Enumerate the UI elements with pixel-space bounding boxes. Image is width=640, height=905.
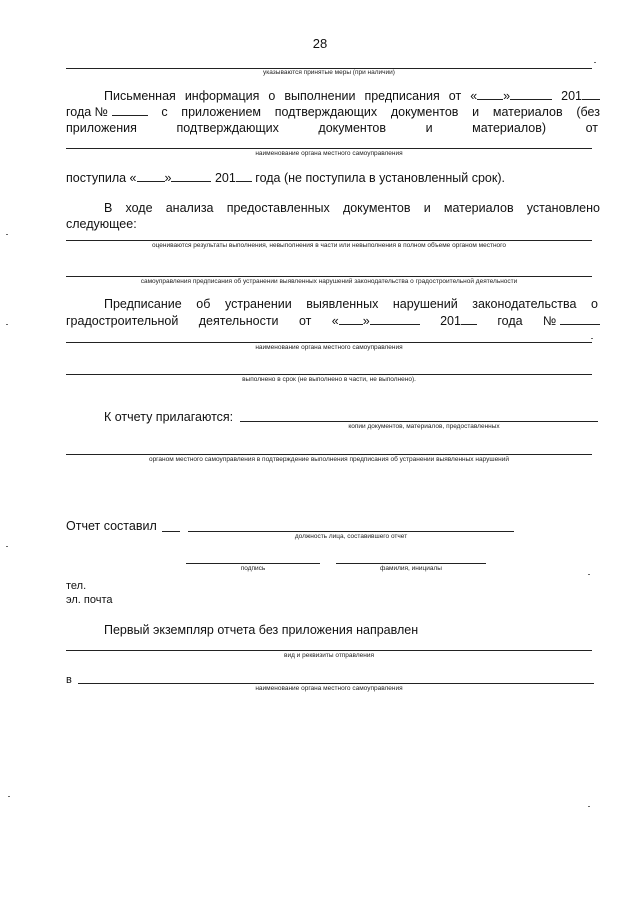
order-number-blank bbox=[560, 313, 600, 325]
year-blank bbox=[582, 88, 600, 100]
sent-method-caption: вид и реквизиты отправления bbox=[284, 652, 374, 659]
scan-speck bbox=[6, 546, 8, 547]
scan-speck bbox=[6, 324, 8, 325]
order-status-line bbox=[66, 374, 592, 375]
scan-speck bbox=[591, 338, 593, 339]
attachments-line-b bbox=[66, 454, 592, 455]
compiled-label: Отчет составил bbox=[66, 519, 157, 533]
analysis-caption-2: самоуправления предписания об устранении выявленных нарушений законодательства о градостроительной деятельности bbox=[140, 278, 518, 285]
received-month-blank bbox=[171, 170, 211, 182]
signature-line bbox=[186, 563, 320, 564]
compiled-short-line bbox=[162, 531, 180, 532]
order-body-caption: наименование органа местного самоуправления bbox=[255, 344, 403, 351]
sent-label: Первый экземпляр отчета без приложения направлен bbox=[104, 623, 419, 637]
order-status-caption: выполнено в срок (не выполнено в части, не выполнено). bbox=[242, 376, 416, 383]
order-line-1: Предписание об устранении выявленных нарушений законодательства о bbox=[104, 297, 598, 311]
sent-in-label: в bbox=[66, 674, 72, 686]
scan-speck bbox=[588, 806, 590, 807]
attachments-line-a bbox=[240, 421, 598, 422]
attachments-caption-1: копии документов, материалов, предоставленных bbox=[348, 423, 500, 430]
signature-caption: подпись bbox=[240, 565, 266, 572]
info-line-2: года № с приложением подтверждающих документов и материалов (без bbox=[66, 105, 600, 119]
day-blank bbox=[477, 88, 503, 100]
order-year-blank bbox=[461, 313, 477, 325]
number-blank bbox=[112, 104, 148, 116]
order-day-blank bbox=[339, 313, 363, 325]
analysis-line-b bbox=[66, 276, 592, 277]
scan-speck bbox=[588, 574, 590, 575]
attachments-caption-2: органом местного самоуправления в подтверждение выполнения предписания об устранении выявленных нарушений bbox=[148, 456, 510, 463]
info-line-1: Письменная информация о выполнении предписания от « » 201 bbox=[104, 88, 600, 104]
received-year-blank bbox=[236, 170, 252, 182]
sent-body-caption: наименование органа местного самоуправления bbox=[255, 685, 403, 692]
scan-speck bbox=[6, 234, 8, 235]
measures-caption: указываются принятые меры (при наличии) bbox=[263, 69, 395, 76]
body-caption-1: наименование органа местного самоуправления bbox=[255, 150, 403, 157]
page-number: 28 bbox=[312, 36, 328, 51]
received-day-blank bbox=[137, 170, 165, 182]
order-body-line bbox=[66, 342, 592, 343]
received-line: поступила « » 201 года (не поступила в установленный срок). bbox=[66, 171, 505, 185]
analysis-caption-1: оцениваются результаты выполнения, невыполнения в части или невыполнения в полном объеме органом местного bbox=[151, 242, 506, 249]
position-line bbox=[188, 531, 514, 532]
body-line-1 bbox=[66, 148, 592, 149]
info-line-3: приложения подтверждающих документов и материалов) от bbox=[66, 121, 598, 135]
order-line-2: градостроительной деятельности от « » 201 года № bbox=[66, 313, 600, 329]
month-blank bbox=[510, 88, 552, 100]
attachments-label: К отчету прилагаются: bbox=[104, 410, 234, 424]
order-month-blank bbox=[370, 313, 420, 325]
tel-label: тел. bbox=[66, 580, 87, 592]
name-caption: фамилия, инициалы bbox=[380, 565, 442, 572]
position-caption: должность лица, составившего отчет bbox=[294, 533, 408, 540]
analysis-line-a bbox=[66, 240, 592, 241]
sent-body-line bbox=[78, 683, 594, 684]
analysis-line-2: следующее: bbox=[66, 217, 137, 231]
email-label: эл. почта bbox=[66, 594, 113, 606]
sent-method-line bbox=[66, 650, 592, 651]
name-line bbox=[336, 563, 486, 564]
scan-speck bbox=[594, 62, 596, 63]
analysis-line-1: В ходе анализа предоставленных документов и материалов установлено bbox=[104, 201, 600, 215]
scan-speck bbox=[8, 796, 10, 797]
